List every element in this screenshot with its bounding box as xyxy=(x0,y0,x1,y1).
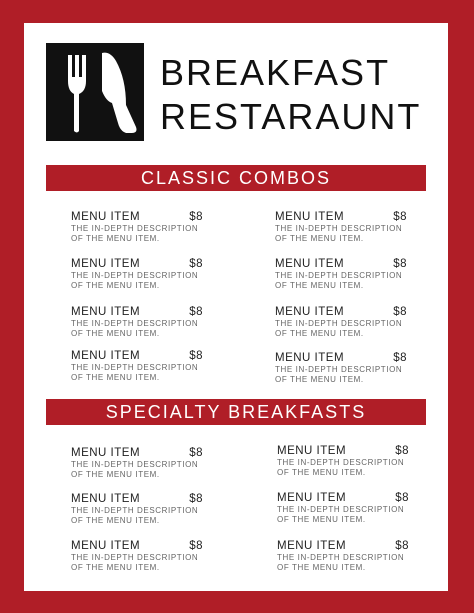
menu-item-name: MENU ITEM xyxy=(71,447,141,459)
menu-item-name: MENU ITEM xyxy=(71,350,141,362)
menu-item-description: OF THE MENU ITEM. xyxy=(71,373,160,382)
menu-item-description: THE IN-DEPTH DESCRIPTION xyxy=(277,553,405,562)
menu-item-description: THE IN-DEPTH DESCRIPTION xyxy=(275,319,403,328)
menu-item-name: MENU ITEM xyxy=(277,445,347,457)
menu-item-description: THE IN-DEPTH DESCRIPTION xyxy=(71,460,199,469)
menu-item-price: $8 xyxy=(395,445,409,457)
menu-item-name: MENU ITEM xyxy=(275,352,345,364)
menu-item-description: OF THE MENU ITEM. xyxy=(71,234,160,243)
section-banner-classic-combos: CLASSIC COMBOS xyxy=(46,165,426,191)
menu-item-name: MENU ITEM xyxy=(71,258,141,270)
menu-item xyxy=(71,540,203,573)
section-banner-specialty-breakfasts: SPECIALTY BREAKFASTS xyxy=(46,399,426,425)
menu-item-name: MENU ITEM xyxy=(275,211,345,223)
menu-item xyxy=(277,492,409,525)
menu-item-description: OF THE MENU ITEM. xyxy=(275,329,364,338)
menu-item xyxy=(275,352,407,385)
restaurant-title xyxy=(160,51,421,139)
menu-item-description: THE IN-DEPTH DESCRIPTION xyxy=(71,271,199,280)
menu-item-description: OF THE MENU ITEM. xyxy=(275,375,364,384)
menu-item-description: OF THE MENU ITEM. xyxy=(277,515,366,524)
menu-item-name: MENU ITEM xyxy=(71,540,141,552)
menu-item xyxy=(275,211,407,244)
menu-item xyxy=(71,350,203,383)
menu-item xyxy=(71,493,203,526)
menu-item-description: THE IN-DEPTH DESCRIPTION xyxy=(275,224,403,233)
menu-item-description: OF THE MENU ITEM. xyxy=(275,281,364,290)
menu-item-description: OF THE MENU ITEM. xyxy=(71,470,160,479)
menu-item xyxy=(71,258,203,291)
menu-item-price: $8 xyxy=(189,493,203,505)
menu-item-price: $8 xyxy=(189,350,203,362)
menu-item-name: MENU ITEM xyxy=(71,493,141,505)
menu-item-name: MENU ITEM xyxy=(71,211,141,223)
menu-item-price: $8 xyxy=(393,306,407,318)
menu-item xyxy=(71,211,203,244)
menu-item-description: OF THE MENU ITEM. xyxy=(71,516,160,525)
menu-item-description: THE IN-DEPTH DESCRIPTION xyxy=(275,271,403,280)
menu-page xyxy=(24,23,448,591)
menu-item-description: THE IN-DEPTH DESCRIPTION xyxy=(277,505,405,514)
menu-item-name: MENU ITEM xyxy=(277,540,347,552)
menu-item-price: $8 xyxy=(189,540,203,552)
menu-item-description: OF THE MENU ITEM. xyxy=(71,329,160,338)
title-line-2: RESTARAUNT xyxy=(160,96,422,137)
menu-item-description: THE IN-DEPTH DESCRIPTION xyxy=(71,319,199,328)
menu-item-price: $8 xyxy=(395,540,409,552)
menu-item-price: $8 xyxy=(189,211,203,223)
menu-item-description: OF THE MENU ITEM. xyxy=(277,563,366,572)
menu-item-price: $8 xyxy=(393,352,407,364)
menu-item-name: MENU ITEM xyxy=(277,492,347,504)
fork-knife-icon xyxy=(46,43,144,141)
menu-item-price: $8 xyxy=(189,306,203,318)
menu-item-price: $8 xyxy=(189,447,203,459)
menu-item-name: MENU ITEM xyxy=(275,306,345,318)
menu-item-price: $8 xyxy=(189,258,203,270)
menu-item-description: OF THE MENU ITEM. xyxy=(71,281,160,290)
menu-item-description: THE IN-DEPTH DESCRIPTION xyxy=(71,224,199,233)
menu-item-description: OF THE MENU ITEM. xyxy=(71,563,160,572)
menu-item xyxy=(71,306,203,339)
menu-item xyxy=(275,258,407,291)
menu-item-description: THE IN-DEPTH DESCRIPTION xyxy=(275,365,403,374)
menu-item-description: OF THE MENU ITEM. xyxy=(275,234,364,243)
menu-item-description: THE IN-DEPTH DESCRIPTION xyxy=(71,553,199,562)
menu-item-price: $8 xyxy=(393,211,407,223)
menu-item-description: THE IN-DEPTH DESCRIPTION xyxy=(71,363,199,372)
menu-item xyxy=(277,540,409,573)
menu-item-name: MENU ITEM xyxy=(71,306,141,318)
menu-item-description: OF THE MENU ITEM. xyxy=(277,468,366,477)
menu-item-price: $8 xyxy=(393,258,407,270)
menu-item-description: THE IN-DEPTH DESCRIPTION xyxy=(71,506,199,515)
menu-item xyxy=(275,306,407,339)
menu-item-price: $8 xyxy=(395,492,409,504)
menu-item xyxy=(277,445,409,478)
menu-item-description: THE IN-DEPTH DESCRIPTION xyxy=(277,458,405,467)
menu-item xyxy=(71,447,203,480)
menu-item-name: MENU ITEM xyxy=(275,258,345,270)
title-line-1: BREAKFAST xyxy=(160,52,391,93)
